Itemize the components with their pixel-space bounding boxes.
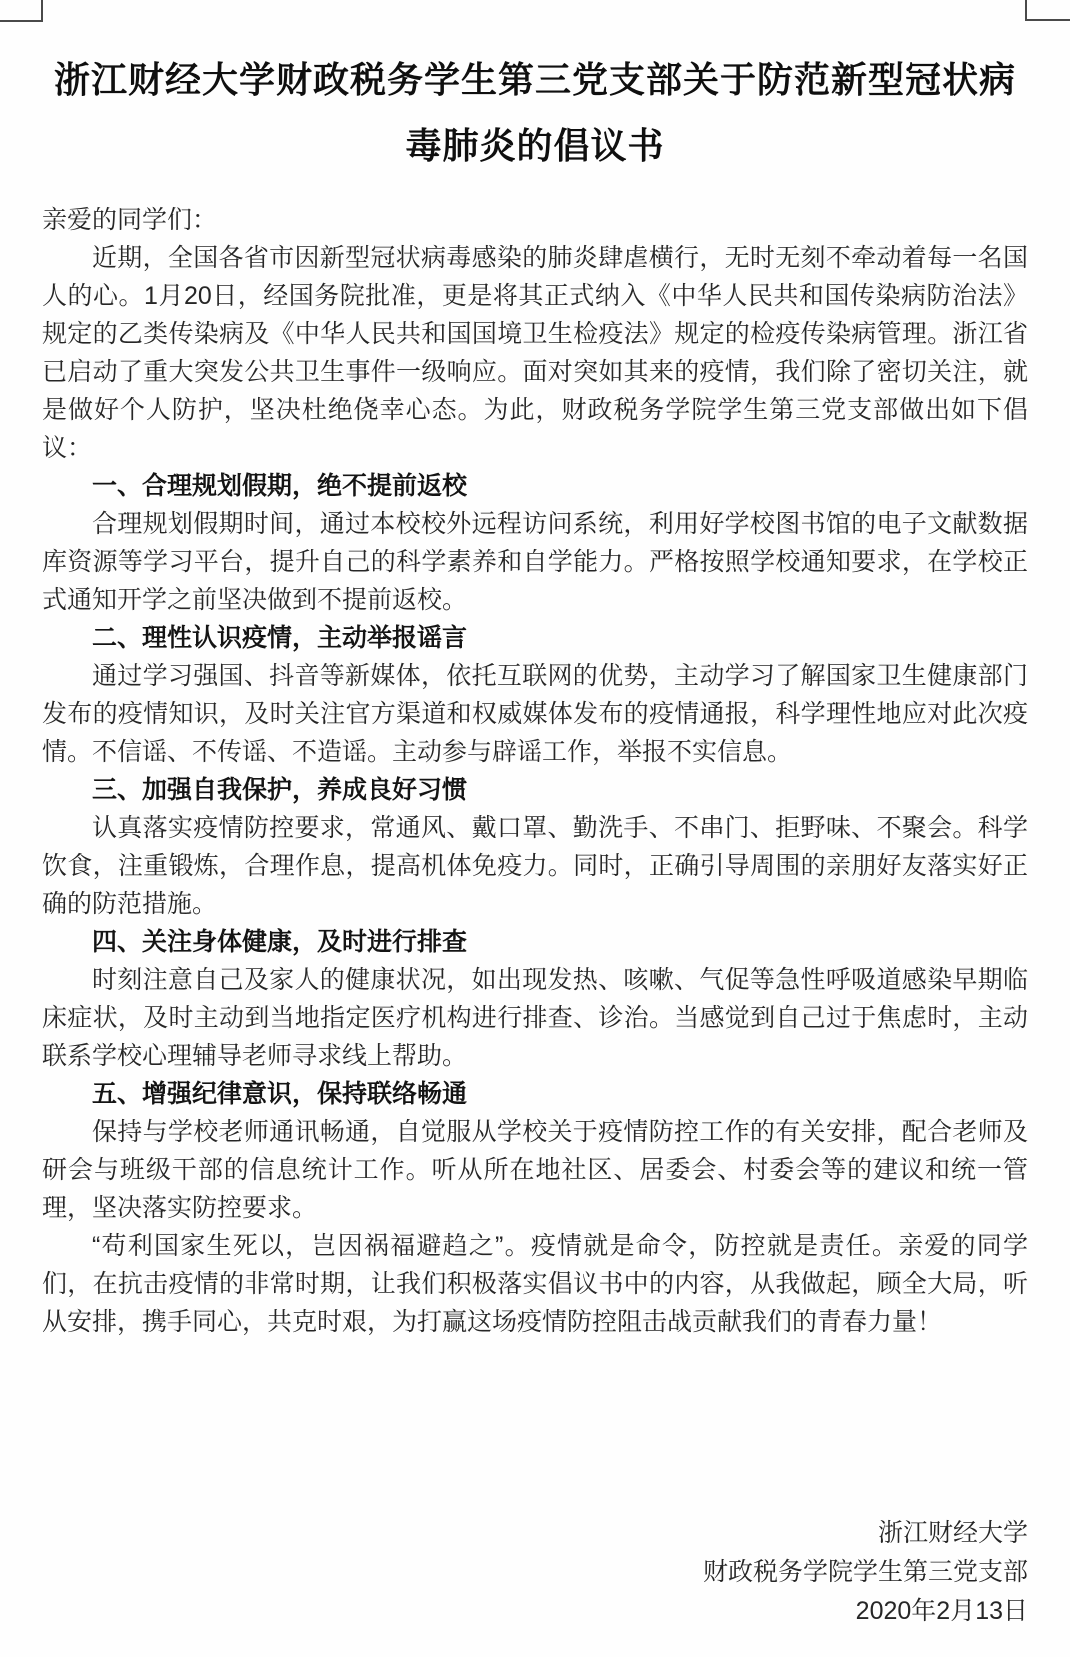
- scan-corner-mark-left: [0, 0, 43, 22]
- section-1-body: 合理规划假期时间，通过本校校外远程访问系统，利用好学校图书馆的电子文献数据库资源等学习平台，提升自己的科学素养和自学能力。严格按照学校通知要求，在学校正式通知开学之前坚决做到不提前返校。: [42, 510, 1028, 614]
- section-2-heading: 二、理性认识疫情，主动举报谣言: [92, 624, 468, 652]
- document-title: [42, 47, 1028, 179]
- document-title-line-1: 浙江财经大学财政税务学生第三党支部关于防范新型冠状病: [53, 59, 1016, 100]
- document-body: [42, 201, 1028, 1631]
- salutation: 亲爱的同学们：: [42, 206, 218, 234]
- section-3-heading: 三、加强自我保护，养成良好习惯: [92, 776, 468, 804]
- section-4-body: 时刻注意自己及家人的健康状况，如出现发热、咳嗽、气促等急性呼吸道感染早期临床症状，及时主动到当地指定医疗机构进行排查、诊治。当感觉到自己过于焦虑时，主动联系学校心理辅导老师寻求线上帮助。: [42, 966, 1028, 1070]
- signature-block: [42, 1514, 1028, 1631]
- section-5-body: 保持与学校老师通讯畅通，自觉服从学校关于疫情防控工作的有关安排，配合老师及研会与班级干部的信息统计工作。听从所在地社区、居委会、村委会等的建议和统一管理，坚决落实防控要求。: [42, 1118, 1028, 1222]
- section-1-heading: 一、合理规划假期，绝不提前返校: [92, 472, 468, 500]
- section-5-heading: 五、增强纪律意识，保持联络畅通: [92, 1080, 468, 1108]
- section-2-body: 通过学习强国、抖音等新媒体，依托互联网的优势，主动学习了解国家卫生健康部门发布的疫情知识，及时关注官方渠道和权威媒体发布的疫情通报，科学理性地应对此次疫情。不信谣、不传谣、不造谣。主动参与辟谣工作，举报不实信息。: [42, 662, 1028, 766]
- intro-paragraph: 近期，全国各省市因新型冠状病毒感染的肺炎肆虐横行，无时无刻不牵动着每一名国人的心。1月20日，经国务院批准，更是将其正式纳入《中华人民共和国传染病防治法》规定的乙类传染病及《中华人民共和国国境卫生检疫法》规定的检疫传染病管理。浙江省已启动了重大突发公共卫生事件一级响应。面对突如其来的疫情，我们除了密切关注，就是做好个人防护，坚决杜绝侥幸心态。为此，财政税务学院学生第三党支部做出如下倡议：: [42, 244, 1028, 462]
- closing-paragraph: “苟利国家生死以，岂因祸福避趋之”。疫情就是命令，防控就是责任。亲爱的同学们，在抗击疫情的非常时期，让我们积极落实倡议书中的内容，从我做起，顾全大局，听从安排，携手同心，共克时艰，为打赢这场疫情防控阻击战贡献我们的青春力量！: [42, 1232, 1028, 1336]
- signature-party-branch: 财政税务学院学生第三党支部: [702, 1558, 1028, 1586]
- document-title-line-2: 毒肺炎的倡议书: [405, 125, 665, 166]
- signature-date: 2020年2月13日: [855, 1597, 1028, 1625]
- section-3-body: 认真落实疫情防控要求，常通风、戴口罩、勤洗手、不串门、拒野味、不聚会。科学饮食，注重锻炼，合理作息，提高机体免疫力。同时，正确引导周围的亲朋好友落实好正确的防范措施。: [42, 814, 1028, 918]
- section-4-heading: 四、关注身体健康，及时进行排查: [92, 928, 468, 956]
- signature-university: 浙江财经大学: [877, 1519, 1028, 1547]
- scan-corner-mark-right: [1025, 0, 1070, 21]
